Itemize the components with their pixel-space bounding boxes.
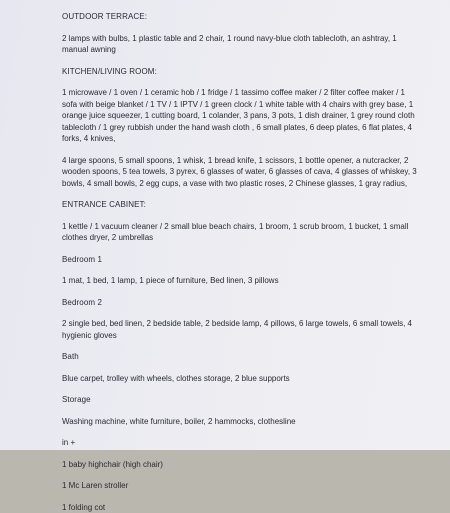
outdoor-terrace-items: 2 lamps with bulbs, 1 plastic table and 2 chair, 1 round navy-blue cloth tablecloth, an ashtray, 1 manual awning [62, 33, 420, 56]
section-heading-kitchen-living-room: KITCHEN/LIVING ROOM: [62, 66, 420, 78]
extras-label: in + [62, 437, 420, 449]
entrance-cabinet-items: 1 kettle / 1 vacuum cleaner / 2 small blue beach chairs, 1 broom, 1 scrub broom, 1 bucket, 1 small clothes dryer, 2 umbrellas [62, 221, 420, 244]
section-heading-bedroom-1: Bedroom 1 [62, 254, 420, 266]
kitchen-items-part-2: 4 large spoons, 5 small spoons, 1 whisk, 1 bread knife, 1 scissors, 1 bottle opener, a nutcracker, 2 wooden spoons, 5 tea towels, 3 pyrex, 6 glasses of water, 6 glasses of cava, 4 glasses of whiskey, 3 bowls, 4 small bowls, 2 egg cups, a vase with two plastic roses, 2 Chinese glasses, 1 gray radius, [62, 155, 420, 190]
storage-items: Washing machine, white furniture, boiler, 2 hammocks, clothesline [62, 416, 420, 428]
section-heading-storage: Storage [62, 394, 420, 406]
extra-item-stroller: 1 Mc Laren stroller [62, 480, 420, 492]
bedroom-2-items: 2 single bed, bed linen, 2 bedside table, 2 bedside lamp, 4 pillows, 6 large towels, 6 small towels, 4 hygienic gloves [62, 318, 420, 341]
section-heading-entrance-cabinet: ENTRANCE CABINET: [62, 199, 420, 211]
bath-items: Blue carpet, trolley with wheels, clothes storage, 2 blue supports [62, 373, 420, 385]
section-heading-bedroom-2: Bedroom 2 [62, 297, 420, 309]
section-heading-outdoor-terrace: OUTDOOR TERRACE: [62, 11, 420, 23]
bedroom-1-items: 1 mat, 1 bed, 1 lamp, 1 piece of furniture, Bed linen, 3 pillows [62, 275, 420, 287]
kitchen-items-part-1: 1 microwave / 1 oven / 1 ceramic hob / 1 fridge / 1 tassimo coffee maker / 2 filter coffee maker / 1 sofa with beige blanket / 1 TV / 1 IPTV / 1 green clock / 1 white table with 4 chairs with grey base, 1 orange juice squeezer, 1 cutting board, 1 colander, 3 pans, 3 pots, 1 dish drainer, 1 grey round cloth tablecloth / 1 grey rubbish under the hand wash cloth , 6 small plates, 6 deep plates, 6 flat plates, 4 forks, 4 knives, [62, 87, 420, 145]
extra-item-highchair: 1 baby highchair (high chair) [62, 459, 420, 471]
extra-item-folding-cot: 1 folding cot [62, 502, 420, 513]
section-heading-bath: Bath [62, 351, 420, 363]
